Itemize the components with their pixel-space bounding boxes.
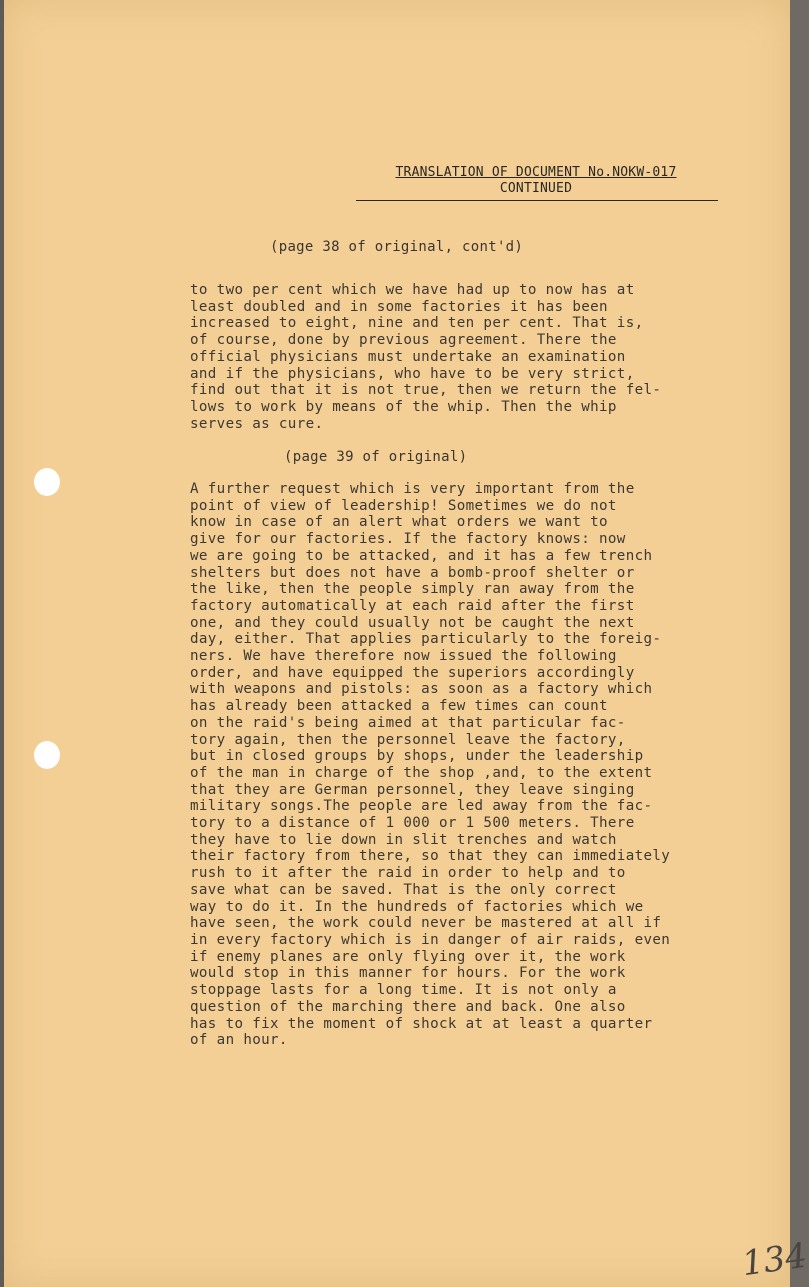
text-line: increased to eight, nine and ten per cent. That is,: [190, 315, 644, 332]
text-line: stoppage lasts for a long time. It is not only a: [190, 982, 617, 999]
document-header: [356, 165, 716, 201]
text-line: but in closed groups by shops, under the leadership: [190, 748, 644, 765]
header-rule: [356, 200, 718, 201]
text-line: to two per cent which we have had up to now has at: [190, 282, 635, 298]
paragraph-2: [190, 481, 750, 1049]
text-line: of an hour.: [190, 1032, 288, 1049]
text-line: of the man in charge of the shop ,and, to the extent: [190, 764, 653, 781]
text-line: find out that it is not true, then we return the fel-: [190, 382, 662, 399]
text-line: way to do it. In the hundreds of factories which we: [190, 898, 644, 915]
text-line: tory to a distance of 1 000 or 1 500 meters. There: [190, 815, 635, 832]
page-number: 134: [739, 1235, 809, 1285]
text-line: the like, then the people simply ran away from the: [190, 581, 635, 598]
punch-hole: [34, 741, 60, 769]
text-line: has to fix the moment of shock at at least a quarter: [190, 1015, 653, 1032]
text-line: on the raid's being aimed at that particular fac-: [190, 714, 626, 731]
text-line: they have to lie down in slit trenches and watch: [190, 831, 617, 848]
text-line: day, either. That applies particularly to the foreig-: [190, 631, 662, 648]
text-line: factory automatically at each raid after the first: [190, 597, 635, 614]
text-line: one, and they could usually not be caught the next: [190, 614, 635, 631]
text-line: order, and have equipped the superiors accordingly: [190, 664, 635, 681]
header-subtitle: CONTINUED: [499, 181, 573, 196]
text-line: their factory from there, so that they can immediately: [190, 848, 671, 865]
page-reference: (page 39 of original): [284, 449, 468, 465]
text-line: with weapons and pistols: as soon as a factory which: [190, 681, 653, 698]
header-title: TRANSLATION OF DOCUMENT No.NOKW-017: [395, 165, 677, 180]
text-line: military songs.The people are led away from the fac-: [190, 798, 653, 815]
text-line: would stop in this manner for hours. For the work: [190, 965, 626, 982]
punch-hole: [34, 468, 60, 496]
text-line: point of view of leadership! Sometimes we do not: [190, 497, 617, 514]
text-line: that they are German personnel, they leave singing: [190, 781, 635, 798]
text-line: if enemy planes are only flying over it, the work: [190, 948, 626, 965]
text-line: tory again, then the personnel leave the factory,: [190, 731, 626, 748]
text-line: give for our factories. If the factory knows: now: [190, 531, 626, 548]
text-line: and if the physicians, who have to be very strict,: [190, 365, 635, 382]
text-line: least doubled and in some factories it has been: [190, 298, 608, 315]
text-line: know in case of an alert what orders we want to: [190, 514, 608, 531]
text-line: we are going to be attacked, and it has a few trench: [190, 547, 653, 564]
document-page: [4, 0, 809, 1287]
page-reference: (page 38 of original, cont'd): [270, 239, 524, 255]
text-line: has already been attacked a few times can count: [190, 698, 608, 715]
text-line: lows to work by means of the whip. Then the whip: [190, 398, 617, 415]
text-line: A further request which is very important from the: [190, 481, 635, 497]
text-line: question of the marching there and back. One also: [190, 998, 626, 1015]
text-line: have seen, the work could never be mastered at all if: [190, 915, 662, 932]
text-line: official physicians must undertake an examination: [190, 348, 626, 365]
text-line: serves as cure.: [190, 415, 324, 432]
paragraph-1: [190, 282, 750, 432]
text-line: of course, done by previous agreement. There the: [190, 332, 617, 349]
text-line: rush to it after the raid in order to help and to: [190, 865, 626, 882]
text-line: shelters but does not have a bomb-proof shelter or: [190, 564, 635, 581]
text-line: save what can be saved. That is the only correct: [190, 881, 617, 898]
text-line: in every factory which is in danger of air raids, even: [190, 931, 671, 948]
text-line: ners. We have therefore now issued the following: [190, 648, 617, 665]
